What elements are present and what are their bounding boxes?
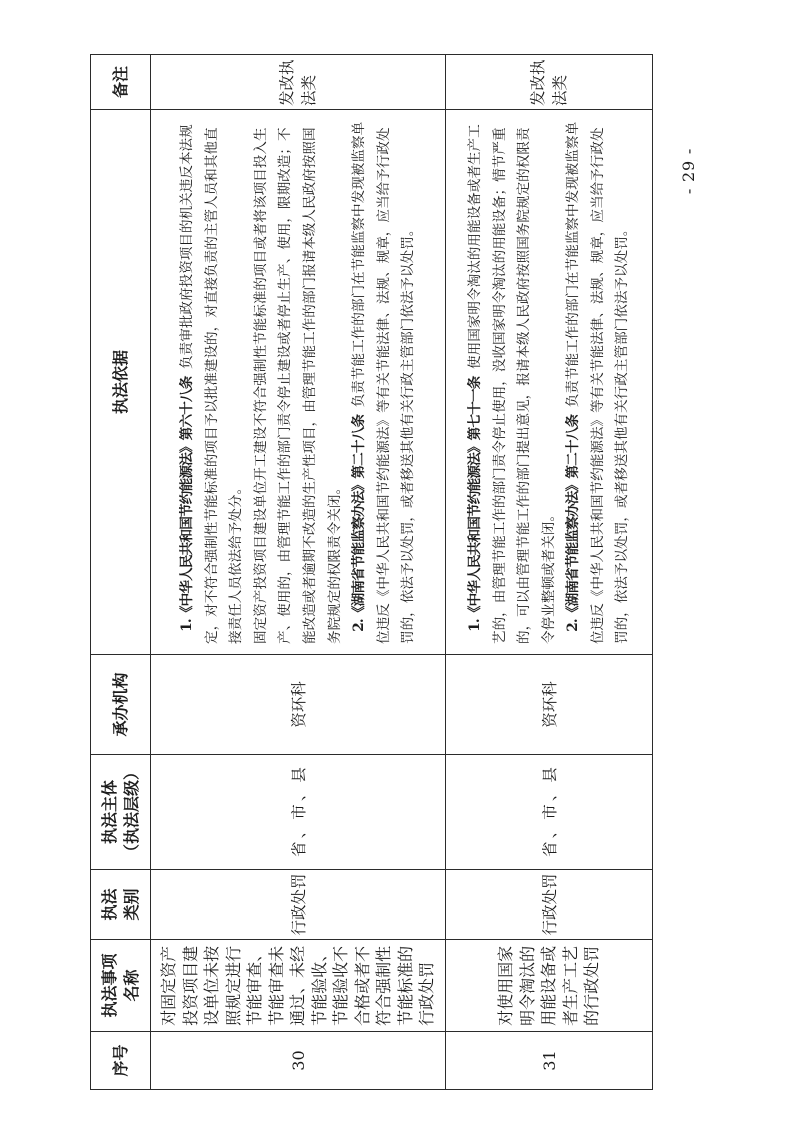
handling-dept: 资环科 — [151, 655, 446, 755]
enforcement-subject: 省、市、县 — [151, 755, 446, 870]
header-remark: 备注 — [91, 55, 151, 110]
law-citation: 2.《湖南省节能监察办法》第二十八条 — [565, 414, 582, 632]
item-cell — [151, 940, 446, 1032]
header-no: 序号 — [91, 1032, 151, 1090]
item-name: 对固定资产投资项目建设单位未按照规定进行节能审查、节能审查未通过、未经节能验收、节能验收不合格或者不符合强制性节能标准的行政处罚 — [159, 945, 437, 1026]
row-number: 31 — [446, 1032, 653, 1090]
item-name: 对使用国家明令淘汰的用能设备或者生产工艺的行政处罚 — [496, 945, 602, 1026]
item-cell — [446, 940, 653, 1032]
basis-line: 定，对不符合强制性节能标准的项目予以批准建设的，对直接负责的主管人员和其他直 — [203, 127, 220, 644]
basis-line — [347, 118, 372, 644]
header-type-line: 类别 — [121, 888, 141, 921]
basis-line: 位违反《中华人民共和国节约能源法》等有关节能法律、法规、规章，应当给予行政处 — [589, 127, 606, 644]
basis-line — [463, 118, 488, 644]
basis-line: 艺的，由管理节能工作的部门责令停止使用，没收国家明令淘汰的用能设备；情节严重 — [491, 127, 508, 644]
basis-line — [175, 118, 200, 644]
header-type — [91, 870, 151, 940]
basis-line: 令停业整顿或者关闭。 — [540, 508, 557, 644]
enforcement-subject: 省、市、县 — [446, 755, 653, 870]
basis-line: 罚的，依法予以处罚，或者移送其他有关行政主管部门依法予以处罚。 — [400, 222, 417, 644]
page-number: - 29 - — [679, 147, 698, 195]
remark-text: 发改执法类 — [529, 59, 569, 107]
basis-line: 的，可以由管理节能工作的部门提出意见，报请本级人民政府按照国务院规定的权限责 — [516, 127, 533, 644]
remark-cell — [151, 55, 446, 110]
basis-cell — [446, 110, 653, 655]
basis-line: 罚的，依法予以处罚，或者移送其他有关行政主管部门依法予以处罚。 — [614, 222, 631, 644]
basis-line: 固定资产投资项目建设单位开工建设不符合强制性节能标准的项目或者将该项目投入生 — [252, 127, 269, 644]
law-citation: 2.《湖南省节能监察办法》第二十八条 — [351, 414, 368, 632]
basis-text: 使用国家明令淘汰的用能设备或者生产工 — [466, 124, 483, 369]
basis-line: 产、使用的，由管理节能工作的部门责令停止建设或者停止生产、使用，限期改造；不 — [277, 127, 294, 644]
header-subject — [91, 755, 151, 870]
handling-dept: 资环科 — [446, 655, 653, 755]
table-row — [151, 55, 446, 1090]
enforcement-type: 行政处罚 — [151, 870, 446, 940]
basis-text: 负责节能工作的部门在节能监察中发现被监察单 — [565, 121, 582, 408]
header-item-line: 名称 — [121, 969, 141, 1002]
header-subject-line: （执法层级） — [121, 764, 141, 861]
basis-text: 负责审批政府投资项目的机关违反本法规 — [179, 124, 196, 369]
header-row — [91, 55, 151, 1090]
basis-line: 务院规定的权限责令关闭。 — [326, 480, 343, 644]
basis-line: 位违反《中华人民共和国节约能源法》等有关节能法律、法规、规章，应当给予行政处 — [375, 127, 392, 644]
basis-line: 接责任人员依法给予处分。 — [228, 480, 245, 644]
basis-line — [561, 118, 586, 644]
basis-line: 能改造或者逾期不改造的生产性项目，由管理节能工作的部门报请本级人民政府按照国 — [302, 127, 318, 644]
header-item — [91, 940, 151, 1032]
enforcement-type: 行政处罚 — [446, 870, 653, 940]
table-row — [446, 55, 653, 1090]
basis-cell — [151, 110, 446, 655]
row-number: 30 — [151, 1032, 446, 1090]
header-type-line: 执法 — [99, 888, 119, 921]
remark-cell — [446, 55, 653, 110]
basis-text: 负责节能工作的部门在节能监察中发现被监察单 — [351, 121, 368, 408]
enforcement-table — [90, 54, 653, 1090]
header-item-line: 执法事项 — [99, 953, 119, 1018]
header-subject-line: 执法主体 — [99, 780, 119, 845]
remark-text: 发改执法类 — [278, 59, 318, 107]
header-dept: 承办机构 — [91, 655, 151, 755]
law-citation: 1.《中华人民共和国节约能源法》第七十一条 — [466, 376, 483, 632]
law-citation: 1.《中华人民共和国节约能源法》第六十八条 — [179, 376, 196, 632]
header-basis: 执法依据 — [91, 110, 151, 655]
